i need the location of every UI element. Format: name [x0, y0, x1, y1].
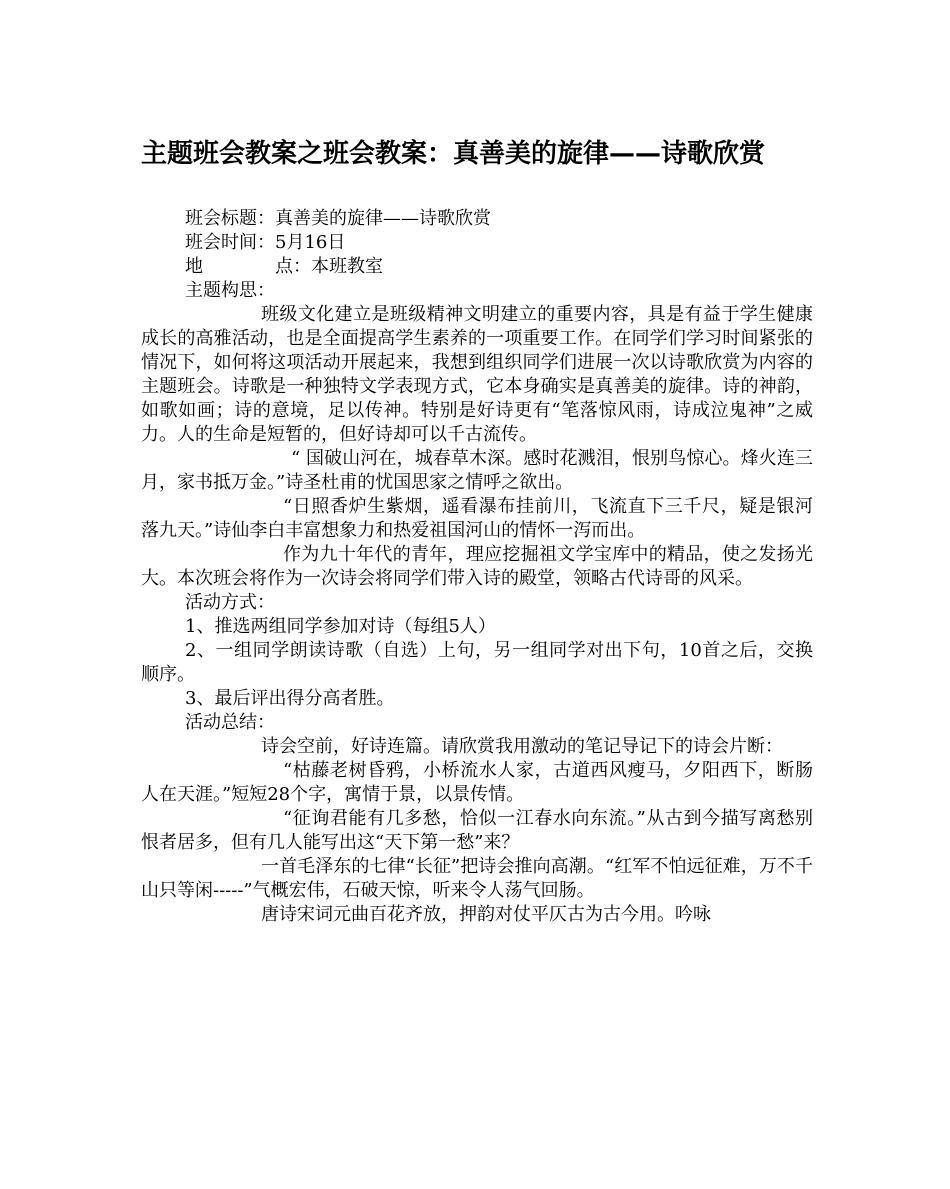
closing-paragraph: 唐诗宋词元曲百花齐放，押韵对仗平仄古为古今用。吟咏: [261, 904, 711, 925]
long-march-paragraph: 一首毛泽东的七律“长征”把诗会推向高潮。“红军不怕远征难，万不千山只等闲-----”气概宏伟，石破天惊，听来令人荡气回肠。: [141, 856, 813, 901]
theme-heading: 主题构思：: [185, 280, 275, 301]
du-fu-paragraph: “ 国破山河在，城春草木深。感时花溅泪，恨别鸟惊心。烽火连三月，家书抵万金。”诗圣杜甫的忧国思家之情呼之欲出。: [141, 448, 813, 493]
document-body: [141, 207, 813, 927]
poem-paragraph-2: “征询君能有几多愁，恰似一江春水向东流。”从古到今描写离愁别恨者居多，但有几人能写出这“天下第一愁”来？: [141, 808, 813, 853]
activity-step-3: 3、最后评出得分高者胜。: [185, 688, 395, 709]
activity-summary-heading: 活动总结：: [185, 712, 275, 733]
meeting-location-line: 地 点：本班教室: [185, 256, 383, 277]
youth-paragraph: 作为九十年代的青年，理应挖掘祖文学宝库中的精品，使之发扬光大。本次班会将作为一次诗会将同学们带入诗的殿堂，领略古代诗哥的风采。: [141, 544, 813, 589]
poem-paragraph-1: “枯藤老树昏鸦，小桥流水人家，古道西风瘦马，夕阳西下，断肠人在天涯。”短短28个字，寓情于景，以景传情。: [141, 760, 813, 805]
document-title: 主题班会教案之班会教案：真善美的旋律——诗歌欣赏: [141, 139, 766, 169]
activity-step-2: 2、一组同学朗读诗歌（自选）上句，另一组同学对出下句，10首之后，交换顺序。: [141, 640, 813, 685]
meeting-time-line: 班会时间：5月16日: [185, 232, 346, 253]
activity-method-heading: 活动方式：: [185, 592, 275, 613]
summary-intro-paragraph: 诗会空前，好诗连篇。请欣赏我用激动的笔记导记下的诗会片断：: [261, 736, 783, 757]
activity-step-1: 1、推选两组同学参加对诗（每组5人）: [185, 616, 496, 637]
li-bai-paragraph: “日照香炉生紫烟，遥看瀑布挂前川，飞流直下三千尺，疑是银河落九天。”诗仙李白丰富想象力和热爱祖国河山的情怀一泻而出。: [141, 496, 813, 541]
meeting-title-line: 班会标题：真善美的旋律——诗歌欣赏: [185, 208, 491, 229]
theme-paragraph: 班级文化建立是班级精神文明建立的重要内容，具是有益于学生健康成长的高雅活动，也是全面提高学生素养的一项重要工作。在同学们学习时间紧张的情况下，如何将这项活动开展起来，我想到组织同学们进展一次以诗歌欣赏为内容的主题班会。诗歌是一种独特文学表现方式，它本身确实是真善美的旋律。诗的神韵，如歌如画；诗的意境，足以传神。特别是好诗更有“笔落惊风雨，诗成泣鬼神”之威力。人的生命是短暂的，但好诗却可以千古流传。: [141, 304, 813, 445]
